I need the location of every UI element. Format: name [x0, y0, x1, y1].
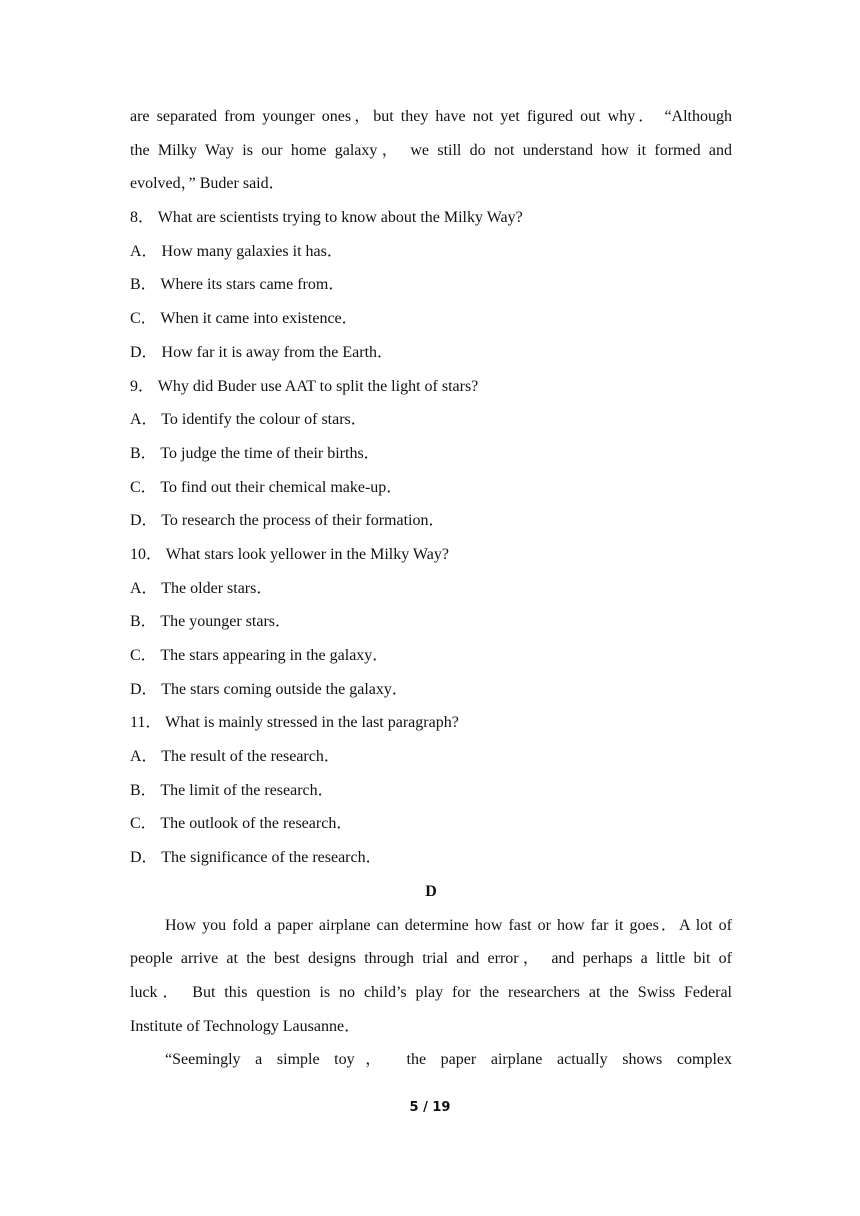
- page-number: 5 / 19: [409, 1100, 451, 1115]
- paragraph-line: evolved，” Buder said．: [130, 175, 285, 193]
- option-a: A． The older stars．: [130, 579, 273, 597]
- question-stem: 8． What are scientists trying to know about the Milky Way?: [130, 209, 523, 227]
- option-d: D． The significance of the research．: [130, 849, 382, 867]
- section-heading: D: [425, 882, 437, 900]
- passage-d-paragraph-2: [130, 1043, 732, 1077]
- option-b: B． Where its stars came from．: [130, 276, 345, 294]
- question-11: [130, 706, 732, 874]
- option-a: A． To identify the colour of stars．: [130, 411, 367, 429]
- question-stem: 10． What stars look yellower in the Milky Way?: [130, 545, 449, 563]
- option-b: B． The younger stars．: [130, 613, 292, 631]
- passage-d-paragraph-1: [130, 909, 732, 1044]
- option-c: C． The outlook of the research．: [130, 815, 353, 833]
- option-c: C． To find out their chemical make-up．: [130, 478, 403, 496]
- paragraph-line: people arrive at the best designs through trial and error， and perhaps a little bit of: [130, 950, 732, 968]
- question-9: [130, 370, 732, 538]
- paragraph-line: the Milky Way is our home galaxy， we still do not understand how it formed and: [130, 141, 732, 159]
- question-stem: 11． What is mainly stressed in the last paragraph?: [130, 714, 459, 732]
- paragraph-line: How you fold a paper airplane can determine how fast or how far it goes．A lot of: [165, 916, 732, 934]
- option-a: A． How many galaxies it has．: [130, 242, 343, 260]
- option-b: B． To judge the time of their births．: [130, 444, 380, 462]
- option-d: D． To research the process of their formation．: [130, 512, 445, 530]
- paragraph-line: are separated from younger ones，but they have not yet figured out why． “Although: [130, 108, 732, 125]
- question-8: [130, 201, 732, 369]
- paragraph-line: Institute of Technology Lausanne．: [130, 1017, 361, 1035]
- paragraph-line: “Seemingly a simple toy， the paper airplane actually shows complex: [165, 1051, 732, 1069]
- option-d: D． How far it is away from the Earth．: [130, 343, 394, 361]
- continued-paragraph: [130, 100, 732, 201]
- question-stem: 9． Why did Buder use AAT to split the light of stars?: [130, 377, 479, 395]
- option-b: B． The limit of the research．: [130, 781, 334, 799]
- page-content: [130, 100, 732, 1077]
- option-d: D． The stars coming outside the galaxy．: [130, 680, 408, 698]
- question-10: [130, 538, 732, 706]
- paragraph-line: luck． But this question is no child’s play for the researchers at the Swiss Federal: [130, 983, 732, 1001]
- option-c: C． The stars appearing in the galaxy．: [130, 647, 389, 664]
- option-a: A． The result of the research．: [130, 748, 340, 766]
- option-c: C． When it came into existence．: [130, 310, 358, 328]
